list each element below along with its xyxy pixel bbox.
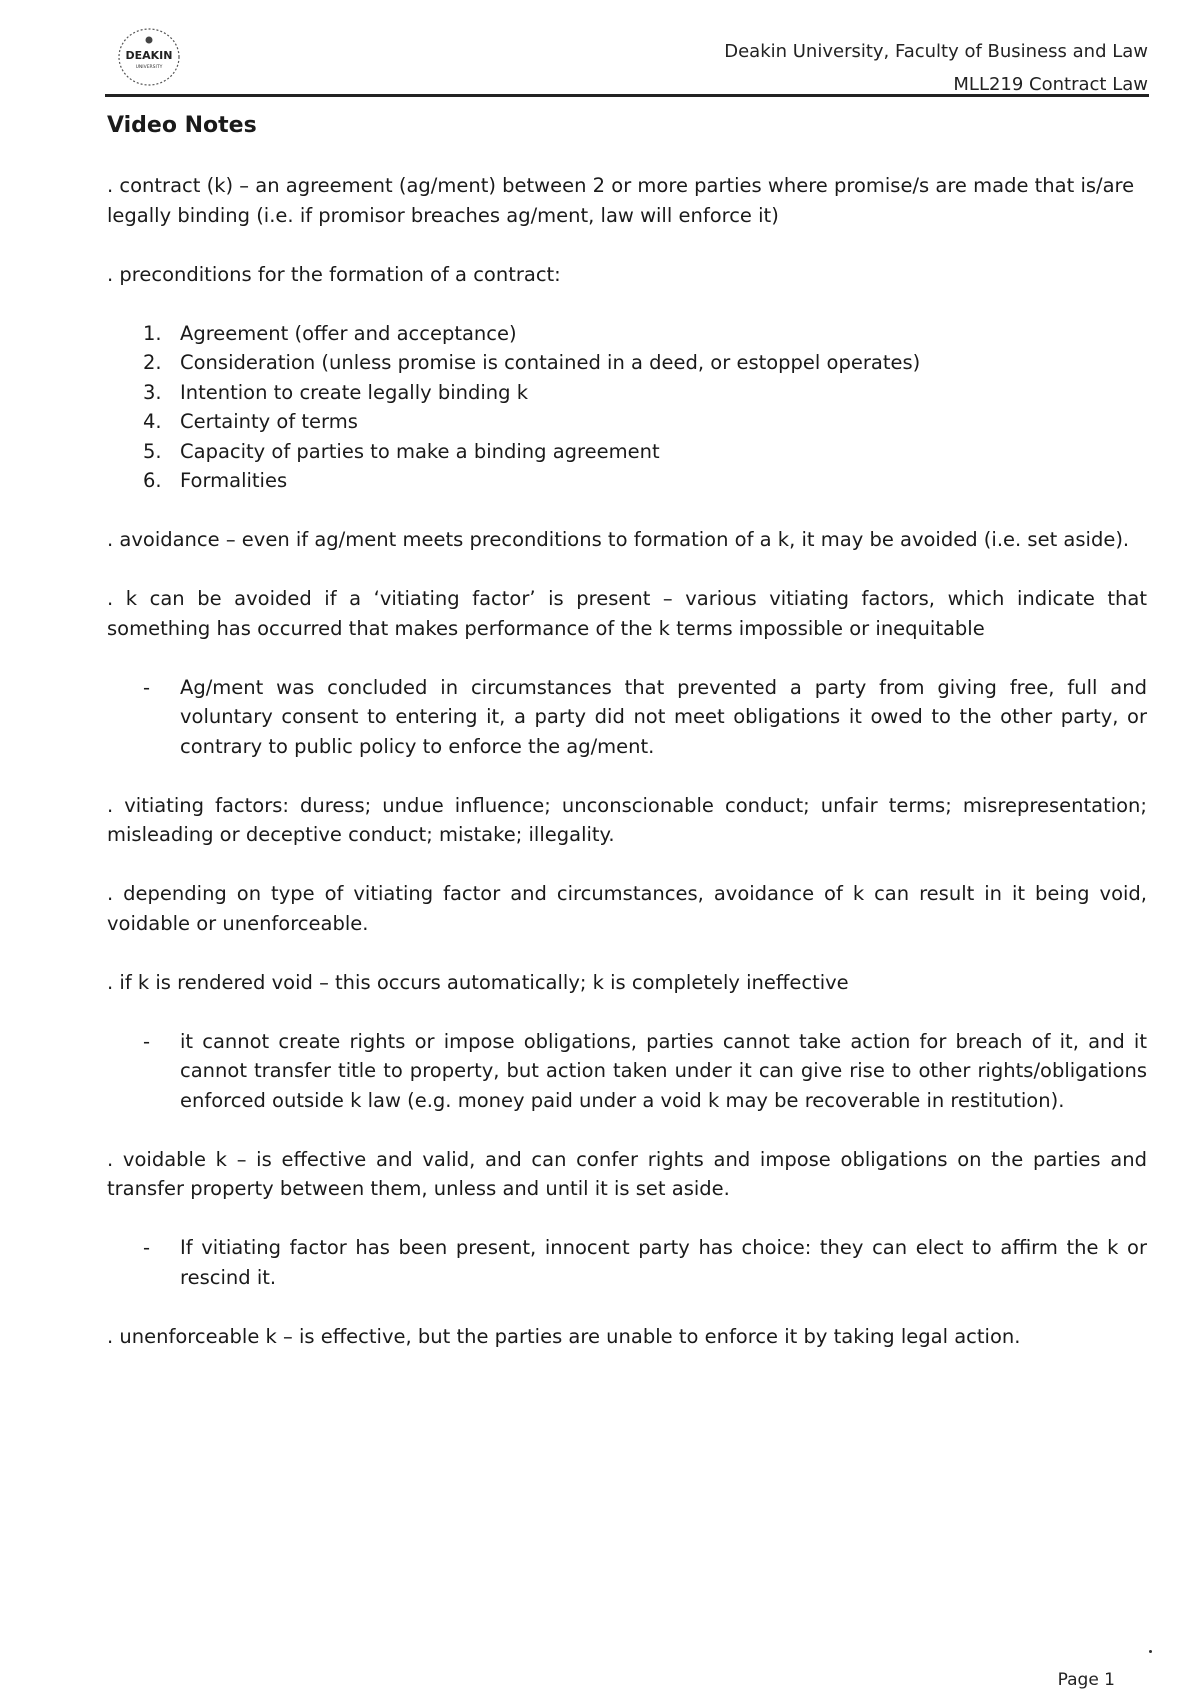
list-item: 1. Agreement (offer and acceptance) — [143, 321, 517, 345]
header-faculty: Deakin University, Faculty of Business and Law — [724, 41, 1148, 62]
document-title: Video Notes — [107, 113, 257, 138]
paragraph-contract-definition: . contract (k) – an agreement (ag/ment) between 2 or more parties where promise/s are made that is/are legally binding (i.e. if promisor breaches ag/ment, law will enforce it) — [107, 174, 1135, 227]
paragraph-void: . if k is rendered void – this occurs automatically; k is completely ineffective — [107, 970, 849, 994]
voidable-bullet-list — [107, 1233, 1147, 1292]
list-item: 6. Formalities — [143, 469, 288, 492]
vitiating-bullet-list — [107, 673, 1147, 762]
deakin-university-logo — [116, 26, 182, 88]
list-item: - it cannot create rights or impose obligations, parties cannot take action for breach of it, and it cannot transfer title to property, but action taken under it can give rise to other rights/obligations enforced outside k law (e.g. money paid under a void k may be recoverable in restitution). — [143, 1029, 1147, 1112]
list-item: - If vitiating factor has been present, innocent party has choice: they can elect to affirm the k or rescind it. — [143, 1236, 1147, 1289]
paragraph-depending-type: . depending on type of vitiating factor and circumstances, avoidance of k can result in it being void, voidable or unenforceable. — [107, 882, 1147, 935]
paragraph-voidable: . voidable k – is effective and valid, and can confer rights and impose obligations on the parties and transfer property between them, unless and until it is set aside. — [107, 1147, 1147, 1200]
page-number: Page 1 — [1057, 1670, 1115, 1690]
list-item: 3. Intention to create legally binding k — [143, 380, 529, 404]
paragraph-preconditions-intro: . preconditions for the formation of a contract: — [107, 262, 561, 286]
void-bullet-list — [107, 1027, 1147, 1116]
page-header — [724, 35, 1148, 101]
header-course: MLL219 Contract Law — [953, 74, 1148, 95]
footer-dot — [1149, 1650, 1152, 1653]
paragraph-unenforceable: . unenforceable k – is effective, but the parties are unable to enforce it by taking legal action. — [107, 1324, 1021, 1348]
svg-text:DEAKIN: DEAKIN — [125, 49, 173, 62]
svg-text:UNIVERSITY: UNIVERSITY — [135, 65, 163, 70]
list-item: 5. Capacity of parties to make a binding agreement — [143, 439, 660, 463]
header-divider — [105, 94, 1149, 97]
paragraph-avoidance: . avoidance – even if ag/ment meets preconditions to formation of a k, it may be avoided (i.e. set aside). — [107, 528, 1130, 551]
preconditions-list — [107, 319, 1147, 496]
list-item: 2. Consideration (unless promise is contained in a deed, or estoppel operates) — [143, 351, 921, 374]
paragraph-vitiating-factor: . k can be avoided if a ‘vitiating factor’ is present – various vitiating factors, which indicate that something has occurred that makes performance of the k terms impossible or inequitable — [107, 587, 1147, 640]
document-body — [107, 108, 1147, 1381]
list-item: 4. Certainty of terms — [143, 410, 358, 433]
list-item: - Ag/ment was concluded in circumstances that prevented a party from giving free, full and voluntary consent to entering it, a party did not meet obligations it owed to the other party, or contrary to public policy to enforce the ag/ment. — [143, 675, 1147, 758]
paragraph-vitiating-factors-list: . vitiating factors: duress; undue influence; unconscionable conduct; unfair terms; misrepresentation; misleading or deceptive conduct; mistake; illegality. — [107, 793, 1147, 846]
